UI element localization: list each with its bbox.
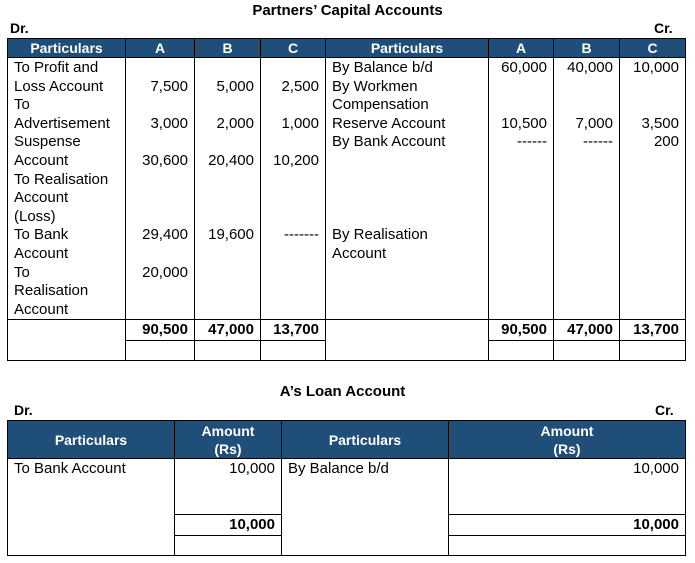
entry-line [126, 189, 188, 208]
amount-label: Amount [201, 422, 255, 439]
credit-c-cell [620, 58, 686, 320]
debit-particulars-cell [8, 58, 126, 320]
entry-line [489, 208, 547, 227]
entry-line [126, 208, 188, 227]
entry-line [554, 189, 613, 208]
debit-a-cell [126, 58, 195, 320]
entry-line [620, 264, 679, 283]
entry-line [620, 226, 679, 245]
entry-line [554, 301, 613, 320]
header-c-dr: C [261, 39, 326, 58]
entry-line [332, 171, 488, 190]
credit-a-cell [489, 58, 554, 320]
blank-cell [489, 341, 554, 361]
entry-line [195, 133, 254, 152]
entry-line: 30,600 [142, 151, 188, 169]
entry-line [261, 171, 319, 190]
entry-line [620, 301, 679, 320]
entry-line [126, 96, 188, 115]
entry-line [489, 171, 547, 190]
loan-header-amount-dr [175, 421, 282, 459]
blank-cell [449, 536, 686, 556]
credit-total-c: 13,700 [620, 320, 686, 341]
entry-line [126, 245, 188, 264]
entry-line [195, 208, 254, 227]
entry-line [261, 245, 319, 264]
entry-line [332, 189, 488, 208]
entry-line [195, 171, 254, 190]
entry-line: By Workmen [332, 77, 418, 95]
entry-line [332, 264, 488, 283]
blank-cell [126, 341, 195, 361]
credit-b-cell [554, 58, 620, 320]
capital-title: Partners’ Capital Accounts [252, 2, 443, 19]
entry-line: 3,000 [150, 114, 188, 132]
capital-total-row [8, 320, 686, 341]
entry-line: 19,600 [208, 226, 254, 244]
entry-line [620, 171, 679, 190]
entry-line [332, 152, 488, 171]
entry-line [126, 282, 188, 301]
entry-line [261, 189, 319, 208]
entry-line [332, 282, 488, 301]
entry-line: 10,500 [501, 114, 547, 132]
entry-line: 5,000 [216, 77, 254, 95]
entry-line [620, 208, 679, 227]
entry-line [195, 96, 254, 115]
entry-line: Account [14, 300, 69, 318]
credit-particulars-cell [326, 58, 489, 320]
loan-header-particulars-cr: Particulars [282, 421, 449, 459]
entry-line [195, 59, 254, 78]
blank-cell [8, 341, 126, 361]
entry-line: 10,000 [633, 59, 679, 76]
entry-line [126, 133, 188, 152]
capital-body-row [8, 58, 686, 320]
header-a-cr: A [489, 39, 554, 58]
entry-line: 20,000 [142, 263, 188, 281]
debit-total-c: 13,700 [261, 320, 326, 341]
debit-total-b: 47,000 [195, 320, 261, 341]
entry-line: ------ [517, 133, 547, 151]
entry-line: (Loss) [14, 207, 56, 225]
entry-line [261, 301, 319, 320]
entry-line: By Balance b/d [332, 59, 433, 76]
entry-line: To [14, 96, 30, 114]
currency-label: (Rs) [553, 440, 581, 457]
entry-line: Account [14, 189, 69, 207]
header-c-cr: C [620, 39, 686, 58]
header-b-dr: B [195, 39, 261, 58]
blank-cell [195, 341, 261, 361]
entry-line [620, 245, 679, 264]
loan-debit-total: 10,000 [175, 515, 282, 536]
entry-line [554, 152, 613, 171]
entry-line [620, 282, 679, 301]
entry-line: 3,500 [641, 114, 679, 132]
loan-credit-particular: By Balance b/d [282, 459, 449, 515]
entry-line: 7,000 [575, 114, 613, 132]
total-blank-dr [8, 320, 126, 341]
entry-line [554, 78, 613, 97]
loan-cr-label: Cr. [655, 402, 674, 418]
loan-credit-total: 10,000 [449, 515, 686, 536]
entry-line: Advertisement [14, 114, 110, 132]
entry-line [195, 282, 254, 301]
entry-line [261, 59, 319, 78]
blank-cell [554, 341, 620, 361]
capital-account-table [7, 38, 686, 361]
entry-line: Account [332, 244, 387, 262]
entry-line: 40,000 [567, 59, 613, 76]
entry-line [554, 208, 613, 227]
entry-line [554, 96, 613, 115]
entry-line: 20,400 [208, 151, 254, 169]
entry-line [489, 152, 547, 171]
capital-cr-label: Cr. [654, 20, 673, 36]
loan-dr-label: Dr. [14, 402, 33, 418]
entry-line [489, 245, 547, 264]
entry-line [126, 171, 188, 190]
entry-line: To Realisation [14, 170, 109, 188]
entry-line [261, 133, 319, 152]
entry-line: ------- [284, 226, 319, 244]
entry-line: 2,000 [216, 114, 254, 132]
entry-line: Account [14, 244, 69, 262]
loan-title: A’s Loan Account [279, 383, 406, 400]
entry-line: By Realisation [332, 226, 428, 244]
capital-dr-label: Dr. [10, 20, 29, 36]
entry-line [489, 301, 547, 320]
entry-line: Realisation [14, 282, 89, 300]
entry-line [620, 152, 679, 171]
loan-debit-particular: To Bank Account [8, 459, 175, 515]
entry-line: 29,400 [142, 226, 188, 244]
blank-cell [282, 515, 449, 536]
entry-line: Loss Account [14, 77, 104, 95]
entry-line [489, 226, 547, 245]
entry-line: Compensation [332, 96, 429, 114]
entry-line [126, 59, 188, 78]
entry-line: Reserve Account [332, 114, 446, 132]
loan-header-particulars-dr: Particulars [8, 421, 175, 459]
entry-line [554, 264, 613, 283]
currency-label: (Rs) [214, 440, 242, 457]
entry-line [195, 189, 254, 208]
blank-cell [326, 341, 489, 361]
loan-account-table [7, 420, 686, 556]
amount-label: Amount [540, 422, 594, 439]
entry-line [489, 264, 547, 283]
capital-blank-row [8, 341, 686, 361]
entry-line [195, 245, 254, 264]
entry-line [554, 226, 613, 245]
entry-line: 1,000 [281, 114, 319, 132]
debit-b-cell [195, 58, 261, 320]
entry-line [489, 96, 547, 115]
entry-line [261, 96, 319, 115]
entry-line: ------ [583, 133, 613, 151]
entry-line [620, 78, 679, 97]
header-particulars-cr: Particulars [326, 39, 489, 58]
header-b-cr: B [554, 39, 620, 58]
entry-line: 200 [653, 133, 679, 151]
loan-header-row [8, 421, 686, 459]
entry-line [554, 245, 613, 264]
blank-cell [620, 341, 686, 361]
entry-line: To [14, 263, 30, 281]
loan-blank-row [8, 536, 686, 556]
blank-cell [175, 536, 282, 556]
entry-line [489, 189, 547, 208]
entry-line: 2,500 [281, 77, 319, 95]
header-particulars-dr: Particulars [8, 39, 126, 58]
entry-line: 7,500 [150, 77, 188, 95]
entry-line: Account [14, 151, 69, 169]
total-blank-cr [326, 320, 489, 341]
blank-cell [8, 515, 175, 536]
entry-line [261, 282, 319, 301]
header-a-dr: A [126, 39, 195, 58]
entry-line [489, 282, 547, 301]
blank-cell [282, 536, 449, 556]
entry-line [489, 78, 547, 97]
entry-line [195, 264, 254, 283]
loan-body-row [8, 459, 686, 515]
entry-line: To Profit and [14, 59, 99, 76]
loan-header-amount-cr [449, 421, 686, 459]
entry-line [332, 208, 488, 227]
entry-line [261, 264, 319, 283]
entry-line [620, 96, 679, 115]
capital-header-row [8, 39, 686, 58]
entry-line: 60,000 [501, 59, 547, 76]
entry-line [554, 282, 613, 301]
entry-line [195, 301, 254, 320]
entry-line [332, 301, 488, 320]
loan-debit-amount: 10,000 [175, 459, 282, 515]
entry-line: By Bank Account [332, 133, 446, 151]
entry-line [261, 208, 319, 227]
entry-line [554, 171, 613, 190]
entry-line: To Bank [14, 226, 69, 244]
blank-cell [8, 536, 175, 556]
loan-credit-amount: 10,000 [449, 459, 686, 515]
loan-total-row [8, 515, 686, 536]
entry-line [126, 301, 188, 320]
debit-c-cell [261, 58, 326, 320]
credit-total-a: 90,500 [489, 320, 554, 341]
entry-line: Suspense [14, 133, 81, 151]
credit-total-b: 47,000 [554, 320, 620, 341]
debit-total-a: 90,500 [126, 320, 195, 341]
entry-line [620, 189, 679, 208]
blank-cell [261, 341, 326, 361]
entry-line: 10,200 [273, 151, 319, 169]
